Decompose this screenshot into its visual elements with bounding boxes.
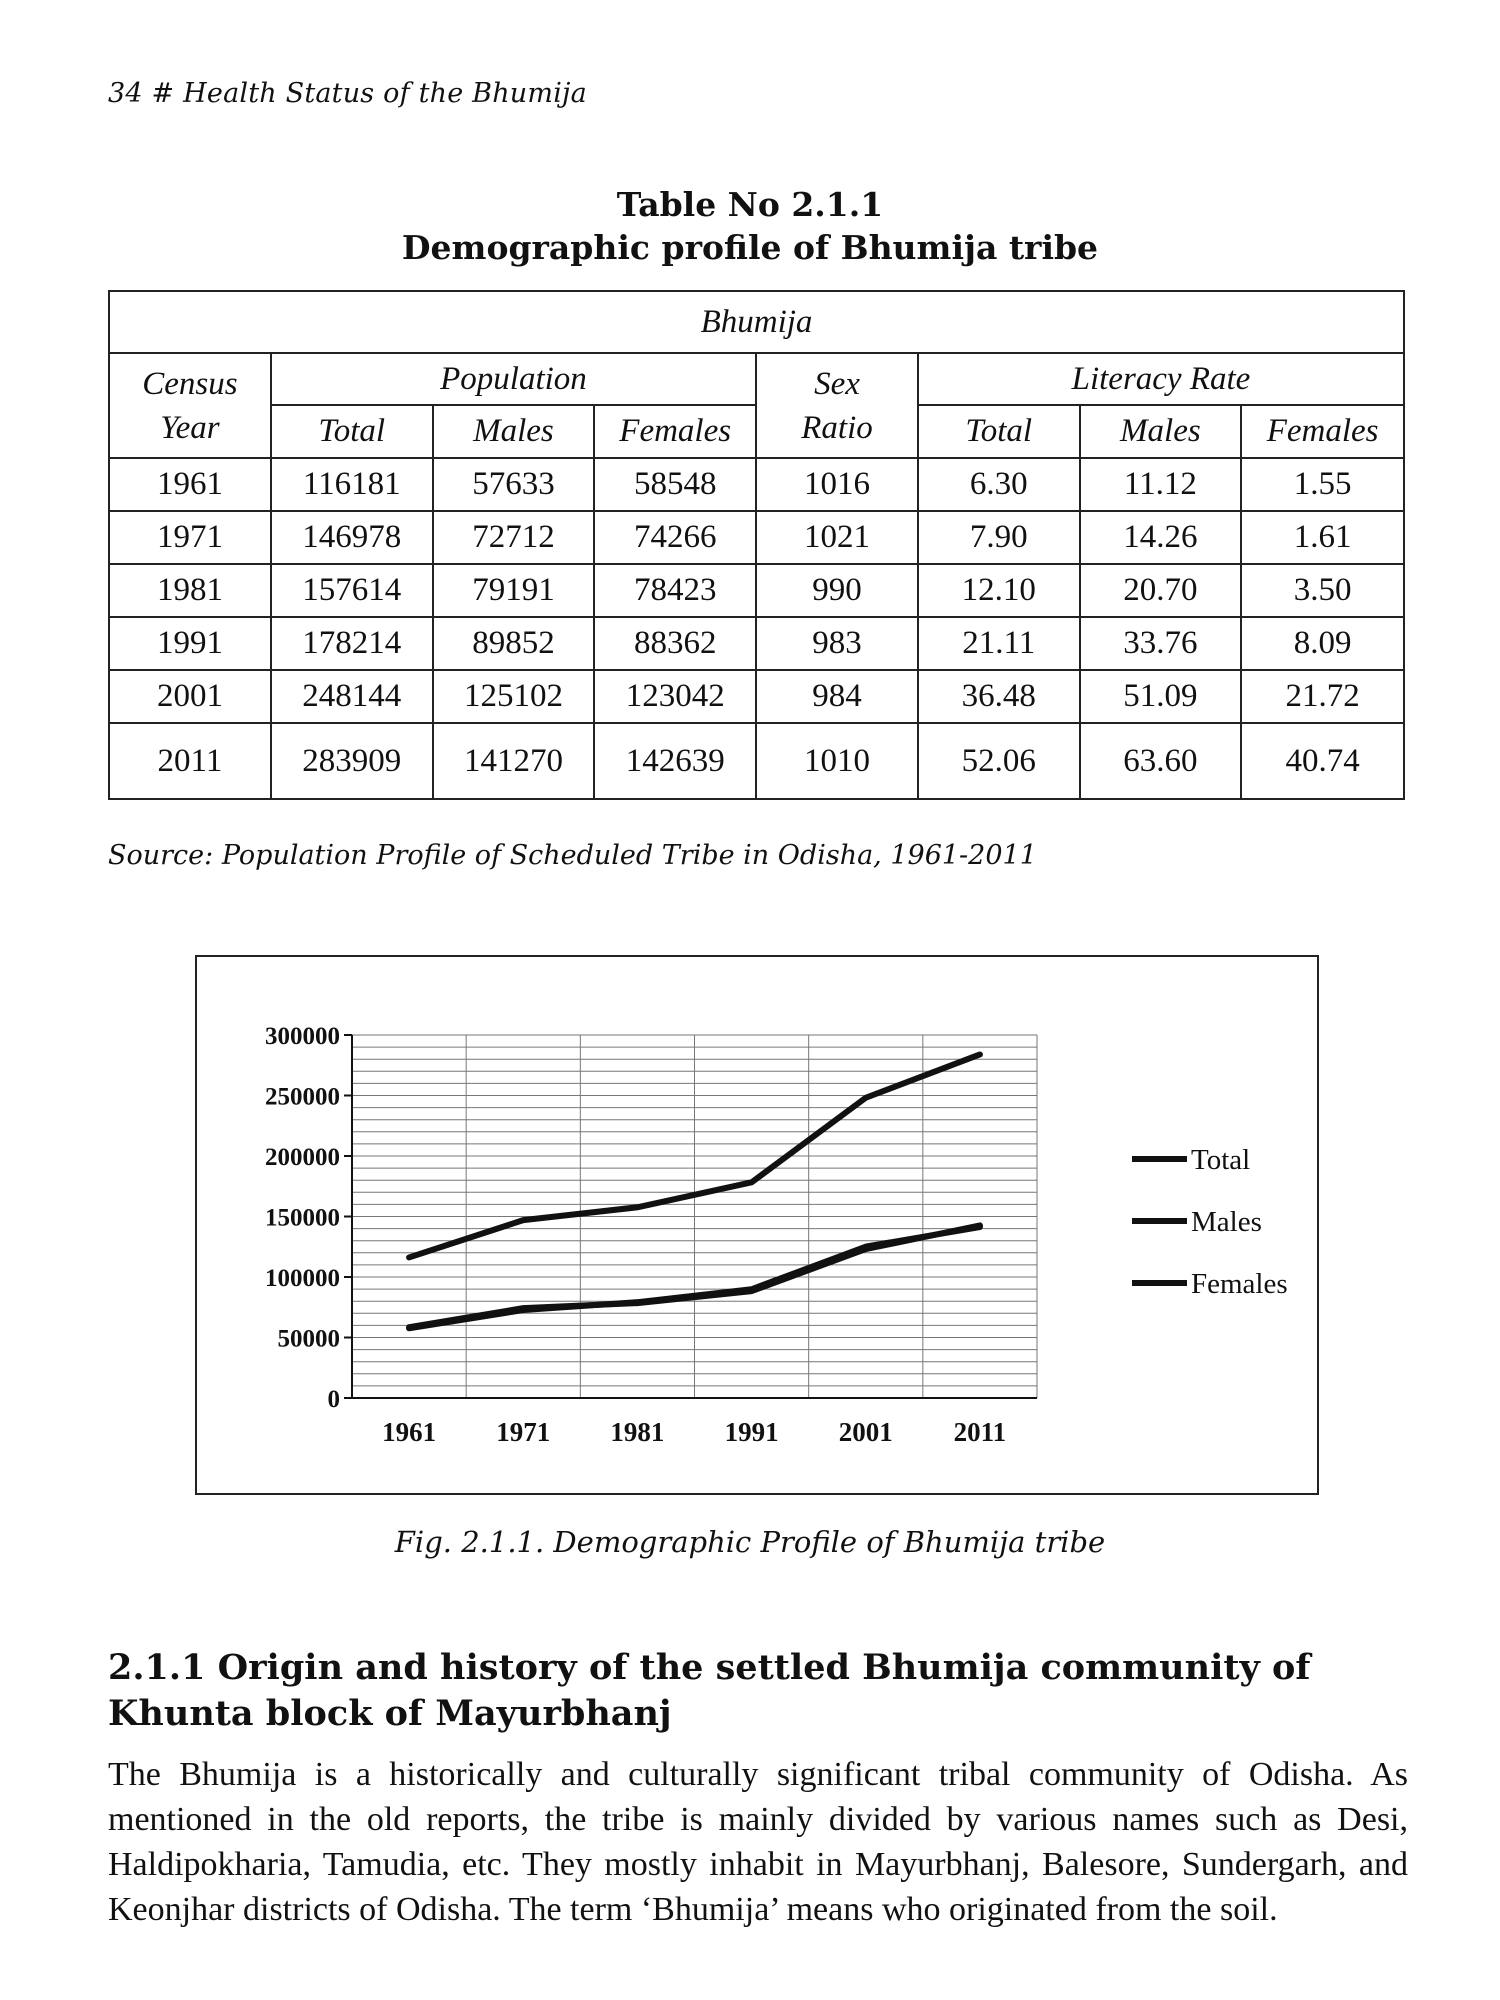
cell: 78423 (594, 564, 756, 617)
header-pop-males: Males (433, 405, 595, 458)
header-lit-females: Females (1241, 405, 1404, 458)
legend-label: Males (1191, 1206, 1262, 1238)
y-tick-label: 150000 (265, 1204, 340, 1232)
cell: 1991 (109, 617, 271, 670)
cell: 58548 (594, 458, 756, 511)
cell: 11.12 (1080, 458, 1242, 511)
x-tick-label: 1991 (724, 1417, 779, 1447)
cell: 21.72 (1241, 670, 1404, 723)
cell: 125102 (433, 670, 595, 723)
y-tick-label: 50000 (277, 1325, 340, 1353)
cell: 123042 (594, 670, 756, 723)
cell: 157614 (271, 564, 433, 617)
cell: 74266 (594, 511, 756, 564)
table-row (109, 564, 1404, 617)
header-pop-females: Females (594, 405, 756, 458)
cell: 283909 (271, 723, 433, 799)
x-tick-label: 1981 (610, 1417, 665, 1447)
table-source: Source: Population Profile of Scheduled Tribe in Odisha, 1961-2011 (108, 840, 1037, 871)
y-tick-label: 300000 (265, 1023, 340, 1050)
cell: 6.30 (918, 458, 1080, 511)
header-literacy-rate: Literacy Rate (918, 353, 1404, 405)
cell: 21.11 (918, 617, 1080, 670)
data-point-females (749, 1289, 754, 1294)
data-point-total (863, 1095, 868, 1100)
data-point-females (977, 1223, 982, 1228)
header-population: Population (271, 353, 756, 405)
cell: 40.74 (1241, 723, 1404, 799)
cell: 142639 (594, 723, 756, 799)
cell: 20.70 (1080, 564, 1242, 617)
cell: 984 (756, 670, 918, 723)
cell: 3.50 (1241, 564, 1404, 617)
cell: 248144 (271, 670, 433, 723)
cell: 79191 (433, 564, 595, 617)
cell: 88362 (594, 617, 756, 670)
y-tick-label: 0 (327, 1386, 340, 1413)
cell: 2001 (109, 670, 271, 723)
cell: 1971 (109, 511, 271, 564)
header-lit-males: Males (1080, 405, 1242, 458)
y-tick-label: 100000 (265, 1265, 340, 1292)
section-heading: 2.1.1 Origin and history of the settled Bhumija community of Khunta block of Mayurbhanj (108, 1647, 1311, 1734)
cell: 33.76 (1080, 617, 1242, 670)
table-row (109, 723, 1404, 799)
cell: 7.90 (918, 511, 1080, 564)
data-point-total (635, 1205, 640, 1210)
data-point-females (521, 1306, 526, 1311)
cell: 8.09 (1241, 617, 1404, 670)
y-tick-label: 250000 (265, 1083, 340, 1111)
cell: 52.06 (918, 723, 1080, 799)
x-tick-label: 2011 (953, 1417, 1007, 1447)
data-point-females (863, 1247, 868, 1252)
x-tick-label: 1971 (496, 1417, 551, 1447)
cell: 1010 (756, 723, 918, 799)
data-point-total (977, 1052, 982, 1057)
cell: 89852 (433, 617, 595, 670)
data-point-females (635, 1301, 640, 1306)
cell: 51.09 (1080, 670, 1242, 723)
cell: 12.10 (918, 564, 1080, 617)
table-row (109, 670, 1404, 723)
chart-frame (195, 955, 1319, 1495)
header-lit-total: Total (918, 405, 1080, 458)
cell: 1.61 (1241, 511, 1404, 564)
x-tick-label: 1961 (382, 1417, 437, 1447)
table-row (109, 617, 1404, 670)
table-row (109, 511, 1404, 564)
running-head: 34 # Health Status of the Bhumija (108, 78, 587, 109)
data-point-total (749, 1180, 754, 1185)
x-tick-label: 2001 (838, 1417, 893, 1447)
cell: 990 (756, 564, 918, 617)
header-census-year: Census Year (109, 353, 271, 458)
cell: 1016 (756, 458, 918, 511)
data-point-total (521, 1218, 526, 1223)
legend-label: Total (1191, 1144, 1251, 1176)
cell: 1.55 (1241, 458, 1404, 511)
line-chart (197, 957, 1317, 1493)
table-number: Table No 2.1.1 (616, 185, 884, 224)
table-title: Demographic profile of Bhumija tribe (401, 228, 1099, 267)
header-pop-total: Total (271, 405, 433, 458)
cell: 1981 (109, 564, 271, 617)
cell: 983 (756, 617, 918, 670)
data-point-females (407, 1325, 412, 1330)
figure-caption: Fig. 2.1.1. Demographic Profile of Bhumija tribe (394, 1525, 1106, 1559)
y-tick-label: 200000 (265, 1144, 340, 1171)
body-paragraph: The Bhumija is a historically and culturally significant tribal community of Odisha. As mentioned in the old reports, the tribe is mainly divided by various names such as Desi, Haldipokharia, Tamudia, etc. They mostly inhabit in Mayurbhanj, Balesore, Sundergarh, and Keonjhar districts of Odisha. The term ‘Bhumija’ means who originated from the soil. (108, 1756, 1408, 1928)
cell: 36.48 (918, 670, 1080, 723)
cell: 2011 (109, 723, 271, 799)
cell: 57633 (433, 458, 595, 511)
cell: 72712 (433, 511, 595, 564)
header-sex-ratio: Sex Ratio (756, 353, 918, 458)
data-point-total (407, 1255, 412, 1260)
cell: 146978 (271, 511, 433, 564)
legend-label: Females (1191, 1268, 1288, 1300)
cell: 14.26 (1080, 511, 1242, 564)
table-row (109, 458, 1404, 511)
demographic-table (108, 290, 1405, 800)
cell: 1021 (756, 511, 918, 564)
cell: 141270 (433, 723, 595, 799)
cell: 63.60 (1080, 723, 1242, 799)
cell: 1961 (109, 458, 271, 511)
group-header: Bhumija (109, 291, 1404, 353)
cell: 178214 (271, 617, 433, 670)
cell: 116181 (271, 458, 433, 511)
